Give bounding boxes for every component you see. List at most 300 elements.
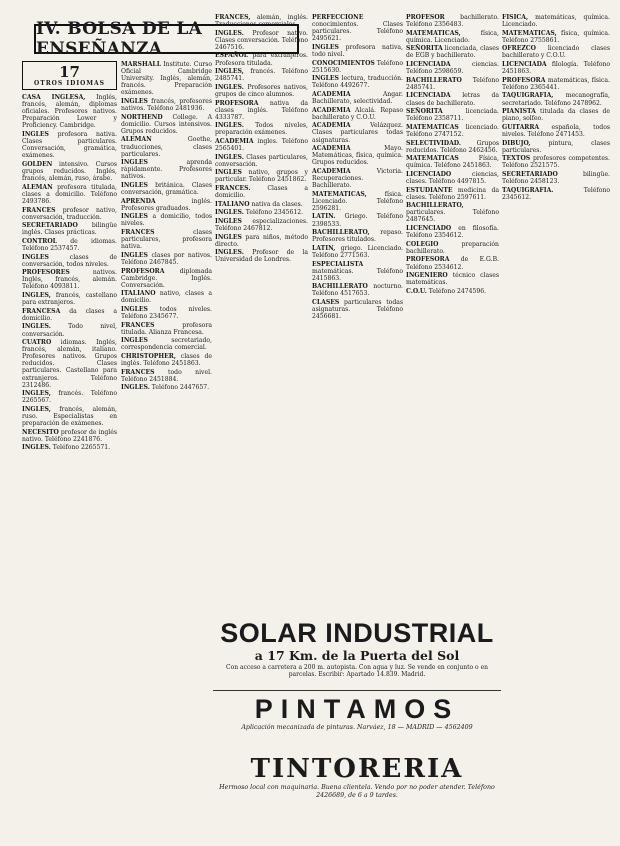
ad-text: a domicilio, todos niveles. <box>121 213 212 228</box>
classified-list <box>312 14 403 320</box>
ad-text: particulares todas asignaturas. Teléfono 2456681. <box>312 298 403 321</box>
classified-ad <box>312 75 403 89</box>
ad-text: intensivo. Cursos grupos reducidos. Inglés, francés, alemán, ruso, árabe. <box>22 160 117 183</box>
classified-ad <box>502 77 610 91</box>
ad-text: ingles. Teléfono 2565401. <box>215 138 308 153</box>
ad-text: idiomas. Inglés, francés, alemán, italiano. Profesores nativos. Grupos reducidos. Clases particulares. Castellano para extranjeros. Teléfono 2312486. <box>22 339 117 389</box>
ad-keyword: COLEGIO <box>406 240 439 248</box>
ad-text: de idiomas. Teléfono 2537457. <box>22 237 117 252</box>
classified-ad <box>121 337 212 351</box>
ad-text: francés, profesores nativos. Teléfono 2481936. <box>121 97 212 113</box>
ad-text: clases por nativos. Teléfono 2467845. <box>121 251 212 266</box>
ad-keyword: GUITARRA <box>502 123 540 131</box>
classified-ad <box>312 145 403 166</box>
classified-ad <box>502 108 610 122</box>
column-6 <box>502 14 610 202</box>
ad-text: física, química. Licenciado. <box>406 29 499 44</box>
ad-keyword: PROFESORA <box>121 267 165 275</box>
ad-text: matemáticas, física. Teléfono 2365441. <box>502 76 610 91</box>
ad-text: repaso. Profesores titulados. <box>312 229 403 244</box>
classified-ad <box>215 138 308 152</box>
ad-text: profesores competentes. Teléfono 2521575. <box>502 155 610 170</box>
classified-ad <box>502 155 610 169</box>
ad-keyword: APRENDA <box>121 197 156 205</box>
ad-keyword: ALEMAN <box>22 183 53 191</box>
ad-keyword: INGLES <box>215 169 242 177</box>
ad-keyword: FRANCES, <box>215 14 251 21</box>
classified-ad <box>22 184 117 205</box>
ad-text: española, todos niveles. Teléfono 2471453. <box>502 123 610 138</box>
ad-keyword: PROFESORA <box>215 99 259 107</box>
ad-text: medicina da clases. Teléfono 2597611. <box>406 186 499 201</box>
ad-text: todos niveles. Teléfono 2345677. <box>121 306 212 321</box>
ad-keyword: CONOCIMIENTOS <box>312 59 375 67</box>
ad-text: inglés. Profesores graduados. <box>121 197 212 212</box>
ad-keyword: INGLES. <box>215 249 244 257</box>
classified-ad <box>22 406 117 427</box>
ad-text: Teléfono 2447657. <box>149 384 210 392</box>
classified-ad <box>406 108 499 122</box>
ad-text: Alcalá. Repaso bachillerato y C.O.U. <box>312 106 403 121</box>
ad-keyword: ALEMAN <box>121 136 152 144</box>
ad-keyword: INGLES, <box>215 68 244 76</box>
ad-text: Todos niveles, preparación exámenes. <box>215 122 308 137</box>
ad-text: física, química. Teléfono 2755861. <box>502 29 610 44</box>
ad-keyword: ESTUDIANTE <box>406 186 453 194</box>
ad-text: británica. Clases conversación, gramática. <box>121 182 212 197</box>
ad-keyword: INGLES. <box>215 83 244 91</box>
classified-ad <box>121 290 212 304</box>
classified-ad <box>121 213 212 227</box>
classified-ad <box>312 191 403 212</box>
classified-ad <box>502 124 610 138</box>
ad-text: Clases a domicilio. <box>215 185 308 200</box>
ad-text: Profesores nativos, grupos de cinco alumnos. <box>215 83 308 98</box>
ad-keyword: MATEMATICAS <box>406 123 459 131</box>
section-number: 17 <box>59 63 80 81</box>
classified-ad <box>121 159 212 180</box>
classified-list <box>215 14 308 264</box>
ad-text: ciencias, clases. Teléfono 4497815. <box>406 170 499 185</box>
classified-ad <box>22 339 117 389</box>
classified-ad <box>22 390 117 404</box>
ad-keyword: LICENCIADA <box>502 61 547 69</box>
ad-keyword: INGLES <box>312 75 339 83</box>
ad-keyword: C.O.U. <box>406 287 427 295</box>
ad-text: nativo, clases a domicilio. <box>121 290 212 305</box>
ad-keyword: INGLES. <box>22 444 51 452</box>
section-label: OTROS IDIOMAS <box>34 80 105 87</box>
classified-ad <box>502 14 610 28</box>
ad-text: matemáticas. Teléfono 2415863. <box>312 267 403 282</box>
ad-tintoreria <box>213 754 501 824</box>
classified-ad <box>406 202 499 223</box>
ad-keyword: SECRETARIADO <box>22 222 78 230</box>
ad-keyword: PROFESOR <box>406 14 445 21</box>
classified-ad <box>121 182 212 196</box>
classified-ad <box>215 201 308 208</box>
classified-ad <box>406 171 499 185</box>
classified-ad <box>121 322 212 336</box>
ad-body: Aplicación mecanizada de pinturas. Narváez, 18 — MADRID — 4562409 <box>241 724 473 731</box>
ad-text: para extranjeros. Profesora titulada. <box>215 52 308 67</box>
ad-keyword: FRANCES <box>121 368 155 376</box>
ad-headline: PINTAMOS <box>254 694 460 724</box>
classified-ad <box>215 169 308 183</box>
classified-ad <box>215 185 308 199</box>
ad-text: Victoria. Recuperaciones. Bachillerato. <box>312 167 403 190</box>
ad-text: preparación bachillerato. <box>406 240 499 255</box>
ad-keyword: FRANCESA <box>22 307 61 315</box>
ad-text: para niños, método directo. <box>215 233 308 248</box>
ad-text: en filosofía. Teléfono 2354612. <box>406 225 499 240</box>
ad-text: Goethe, traducciones, clases particulares. <box>121 136 212 158</box>
ad-text: técnico clases matemáticas. <box>406 272 499 287</box>
ad-keyword: INGLES <box>22 253 49 261</box>
classified-ad <box>215 234 308 248</box>
classified-ad <box>406 14 499 28</box>
ad-text: Teléfono 2474596. <box>426 287 487 295</box>
ad-keyword: FISICA, <box>502 14 529 21</box>
ad-text: Física, química. Teléfono 2451863. <box>406 155 499 170</box>
classified-ad <box>406 187 499 201</box>
ad-keyword: NORTHEND <box>121 113 163 121</box>
ad-keyword: CHRISTOPHER, <box>121 353 176 361</box>
ad-text: profesor de inglés nativo. Teléfono 2241876. <box>22 428 117 443</box>
classified-ad <box>406 77 499 91</box>
ad-keyword: ACADEMIA <box>215 138 254 145</box>
ad-keyword: ITALIANO <box>121 290 156 298</box>
ad-text: filología. Teléfono 2451863. <box>502 61 610 76</box>
classified-ad <box>22 207 117 221</box>
ad-keyword: TAQUIGRAFIA, <box>502 92 554 100</box>
ad-keyword: LICENCIADO <box>406 225 452 233</box>
classified-ad <box>121 114 212 135</box>
ad-text: alemán, inglés. Traducciones comerciales. <box>215 14 308 29</box>
ad-keyword: TEXTOS <box>502 155 531 163</box>
ad-keyword: BACHILLERATO <box>406 76 462 84</box>
ad-text: licenciada, clases de EGB y bachillerato. <box>406 45 499 60</box>
classified-ad <box>312 213 403 227</box>
classified-ad <box>312 299 403 320</box>
ad-keyword: CASA INGLESA, <box>22 94 86 102</box>
ad-keyword: INGLES. <box>22 323 51 331</box>
ad-keyword: CLASES <box>312 298 340 306</box>
classified-ad <box>121 198 212 212</box>
classified-ad <box>121 369 212 383</box>
classified-ad <box>22 429 117 443</box>
ad-keyword: SEÑORITA <box>406 108 443 116</box>
ad-text: matemáticas, química. Licenciado. <box>502 14 610 29</box>
ad-keyword: FRANCES <box>121 321 155 329</box>
ad-headline: TINTORERIA <box>250 754 464 784</box>
ad-text: Grupos reducidos. Teléfono 2462456. <box>406 139 499 154</box>
ad-text: particulares. Teléfono 2487645. <box>406 209 499 224</box>
classified-ad <box>22 269 117 290</box>
ad-keyword: FRANCES <box>22 206 56 214</box>
ad-text: Mayo. Matemáticas, física, química. Grupos reducidos. <box>312 145 403 167</box>
ad-keyword: INGLES, <box>22 405 51 413</box>
classified-ad <box>22 222 117 236</box>
classified-ad <box>406 61 499 75</box>
ad-text: Teléfono 2515630. <box>312 59 404 74</box>
ad-keyword: INGLES. <box>121 384 150 392</box>
ad-keyword: BACHILLERATO, <box>312 229 370 237</box>
ad-keyword: INGLES <box>121 213 148 221</box>
ad-keyword: INGLES <box>121 182 148 189</box>
classified-ad <box>502 140 610 154</box>
classified-ad <box>215 68 308 82</box>
ad-keyword: MATEMATICAS, <box>406 29 461 37</box>
classified-ad <box>121 353 212 367</box>
classified-ad <box>22 292 117 306</box>
ad-body: Hermoso local con maquinaria. Buena clientela. Vendo por no poder atender. Teléfono 2426689, de 6 a 9 tardes. <box>219 784 495 799</box>
classified-ad <box>22 444 117 451</box>
classified-ad <box>406 256 499 270</box>
ad-text: Griego. Teléfono 2398533. <box>312 213 403 228</box>
ad-text: titulada da clases de piano, solfeo. <box>502 108 610 123</box>
classified-ad <box>215 100 308 121</box>
ad-text: bachillerato. Teléfono 2356483. <box>406 14 499 29</box>
ad-text: francés, alemán, ruso. Especialistas en preparación de exámenes. <box>22 405 117 428</box>
ad-text: Teléfono 2345612. <box>502 186 610 201</box>
classified-ad <box>215 122 308 136</box>
ad-text: francés. Teléfono 2265567. <box>22 390 117 405</box>
classified-ad <box>406 241 499 255</box>
ad-text: clases de inglés. Teléfono 2451863. <box>121 353 212 368</box>
classified-ad <box>502 45 610 59</box>
classified-ad <box>312 122 403 143</box>
ad-keyword: ACADEMIA <box>312 122 351 130</box>
classified-ad <box>312 91 403 105</box>
classified-ad <box>121 61 212 96</box>
ad-text: clases de conversación, todos niveles. <box>22 253 117 268</box>
ad-keyword: MATEMATICAS <box>406 155 459 163</box>
ad-keyword: ACADEMIA <box>312 90 351 98</box>
classified-ad <box>312 229 403 243</box>
classified-ad <box>22 323 117 337</box>
classified-ad <box>215 249 308 263</box>
ad-text: Todo nivel, conversación. <box>22 323 117 338</box>
classified-ad <box>121 306 212 320</box>
classified-ad <box>121 229 212 250</box>
column-5 <box>406 14 499 296</box>
ad-text: de E.G.B. Teléfono 2534612. <box>406 256 499 271</box>
ad-keyword: CONTROL <box>22 237 57 245</box>
classified-ad <box>215 209 308 216</box>
ad-keyword: SECRETARIADO <box>502 170 558 178</box>
classified-ad <box>22 238 117 252</box>
ad-keyword: LICENCIADO <box>406 170 452 178</box>
ad-text: pintura, clases particulares. <box>502 139 610 154</box>
ad-keyword: PROFESORA <box>406 256 450 264</box>
classified-ad <box>22 94 117 129</box>
classified-ad <box>121 268 212 289</box>
ad-text: licenciado clases bachillerato y C.O.U. <box>502 45 610 60</box>
ad-keyword: DIBUJO, <box>502 139 531 147</box>
classified-ad <box>312 245 403 259</box>
ad-text: griego. Licenciado. Teléfono 2771563. <box>312 244 403 259</box>
ad-text: Teléfono 2265571. <box>50 444 111 452</box>
ad-text: Angar. Bachillerato, selectividad. <box>312 90 403 106</box>
ad-keyword: FRANCES. <box>215 185 251 193</box>
ad-keyword: PROFESORES <box>22 269 70 277</box>
classified-ad <box>121 384 212 391</box>
ad-text: profesora titulada, clases a domicilio. Teléfono 2493786. <box>22 183 117 205</box>
classified-ad <box>121 252 212 266</box>
ad-text: profesora titulada. Alianza Francesa. <box>121 321 212 336</box>
ad-keyword: INGLES <box>215 233 242 241</box>
ad-text: nativa da clases. <box>249 200 303 208</box>
ad-keyword: INGLES <box>121 306 148 313</box>
classified-ad <box>22 161 117 182</box>
newspaper-page <box>22 14 612 842</box>
classified-ad <box>215 218 308 232</box>
classified-ad <box>502 171 610 185</box>
section-17-header <box>22 61 117 90</box>
ad-keyword: INGLES <box>121 97 148 105</box>
ad-text: Clases particulares, conversación. <box>215 153 308 168</box>
ad-text: Teléfono 2345612. <box>243 209 304 217</box>
ad-keyword: LATIN. <box>312 213 336 221</box>
ad-text: bilingüe inglés. Clases prácticas. <box>22 222 117 237</box>
column-3 <box>215 14 308 265</box>
ad-text: todo nivel. Teléfono 2451884. <box>121 368 212 383</box>
ad-text: secretariado, correspondencia comercial. <box>121 337 212 352</box>
column-1 <box>22 61 117 453</box>
section-title: IV. BOLSA DE LA ENSEÑANZA <box>34 24 299 54</box>
ad-text: francés, castellano para extranjeros. <box>22 292 117 307</box>
ad-keyword: PIANISTA <box>502 108 536 116</box>
ad-keyword: LATIN, <box>312 244 336 252</box>
ad-keyword: CUATRO <box>22 339 52 347</box>
classified-ad <box>312 261 403 282</box>
classified-ad <box>215 84 308 98</box>
ad-keyword: GOLDEN <box>22 160 53 168</box>
ad-keyword: LICENCIADA <box>406 61 451 69</box>
classified-list <box>121 61 212 392</box>
ad-keyword: ESPECIALISTA <box>312 260 364 268</box>
classified-ad <box>121 136 212 157</box>
ad-text: física. Licenciado. Teléfono 2596281. <box>312 190 403 212</box>
ad-keyword: SELECTIVIDAD. <box>406 139 461 147</box>
ad-text: ciencias. Teléfono 2598659. <box>406 61 499 76</box>
classified-ad <box>312 283 403 297</box>
ad-text: da clases a domicilio. <box>22 307 117 322</box>
ad-text: diplomada Cambridge. Inglés. Conversación. <box>121 267 212 289</box>
classified-ad <box>121 98 212 112</box>
ad-text: conocimientos. Clases particulares. Teléfono 2495621. <box>312 21 403 43</box>
classified-ad <box>502 187 610 201</box>
ad-keyword: INGLES <box>121 337 148 345</box>
ad-text: licenciado. Teléfono 2747152. <box>406 123 499 138</box>
ad-keyword: SEÑORITA <box>406 45 443 53</box>
classified-ad <box>406 140 499 154</box>
classified-list <box>502 14 610 201</box>
ad-text: Inglés, francés, alemán, diplomas oficiales. Profesores nativos. Preparación Lower y Proficiency. Cambridge. <box>22 94 117 130</box>
ad-text: Profesor nativo. Clases conversación. Teléfono 2467516. <box>215 29 308 51</box>
ad-text: profesora nativa. Clases particulares. Conversación, gramática, exámenes. <box>22 131 117 160</box>
ad-text: letras da clases de bachillerato. <box>406 92 499 107</box>
classified-ad <box>215 14 308 28</box>
ad-text: lectura, traducción. Teléfono 4492677. <box>312 75 403 90</box>
column-4 <box>312 14 403 322</box>
classified-list <box>406 14 499 295</box>
ad-text: mecanografía, secretariado. Teléfono 2478962. <box>502 92 610 107</box>
classified-ad <box>502 30 610 44</box>
ad-text: profesora nativa, todo nivel. <box>312 43 403 58</box>
classified-ad <box>215 30 308 51</box>
ad-keyword: ACADEMIA <box>312 145 351 153</box>
ad-keyword: INGLES <box>215 217 242 225</box>
ad-keyword: INGLES, <box>22 390 51 398</box>
ad-keyword: INGLES. <box>215 29 244 37</box>
ad-text: Velázquez. Clases particulares todas asignaturas. <box>312 122 403 144</box>
ad-text: aprenda rápidamente. Profesores nativos. <box>121 159 212 181</box>
ad-text: nativos. Inglés, francés, alemán. Teléfono 4093811. <box>22 269 117 291</box>
ad-text: Institute. Curso Oficial Cambridge University. Inglés, alemán, francés. Preparación exámenes. <box>121 61 212 97</box>
ad-keyword: ACADEMIA <box>312 167 351 175</box>
ad-keyword: INGLES <box>22 131 49 139</box>
ad-keyword: MATEMATICAS, <box>502 29 557 37</box>
ad-keyword: INGENIERO <box>406 272 448 280</box>
classified-ad <box>312 44 403 58</box>
ad-keyword: PERFECCIONE <box>312 14 364 21</box>
classified-ad <box>22 308 117 322</box>
classified-ad <box>22 254 117 268</box>
ad-keyword: INGLES <box>121 159 148 167</box>
ad-pintamos <box>213 694 501 752</box>
ad-keyword: ACADEMIA <box>312 106 351 114</box>
classified-ad <box>406 155 499 169</box>
ad-headline: SOLAR INDUSTRIAL <box>220 618 494 648</box>
ad-text: profesor nativo, conversación, traducción. <box>22 206 117 221</box>
ad-keyword: INGLES <box>121 251 148 259</box>
ad-keyword: INGLES <box>312 43 339 51</box>
classified-ad <box>312 60 403 74</box>
ad-solar-industrial <box>213 618 501 691</box>
ad-text: nocturno. Teléfono 4517653. <box>312 283 403 298</box>
ad-keyword: BACHILLERATO, <box>406 202 464 210</box>
ad-keyword: LICENCIADA <box>406 92 451 100</box>
classified-ad <box>406 30 499 44</box>
classified-list <box>22 94 117 451</box>
classified-ad <box>406 92 499 106</box>
classified-ad <box>406 272 499 286</box>
ad-text: clases particulares, profesora nativa. <box>121 229 212 251</box>
ad-keyword: ITALIANO <box>215 200 250 208</box>
ad-keyword: ESPAÑOL <box>215 52 249 60</box>
column-2 <box>121 61 212 393</box>
classified-ad <box>215 154 308 168</box>
classified-ad <box>502 61 610 75</box>
classified-ad <box>22 131 117 159</box>
classified-ad <box>312 107 403 121</box>
ad-keyword: BACHILLERATO <box>312 283 368 291</box>
ad-text: bilingüe. Teléfono 2458123. <box>502 170 610 185</box>
classified-ad <box>215 52 308 66</box>
ad-keyword: NECESITO <box>22 428 59 436</box>
ad-text: especializaciones. Teléfono 2467812. <box>215 217 308 233</box>
ad-text: College. A domicilio. Cursos intensivos. Grupos reducidos. <box>121 113 212 135</box>
ad-keyword: FRANCES <box>121 229 155 237</box>
classified-ad <box>502 92 610 106</box>
ad-text: nativa da clases inglés. Teléfono 4333787. <box>215 99 308 121</box>
ad-keyword: PROFESORA <box>502 76 546 84</box>
ad-text: Profesor de la Universidad de Londres. <box>215 249 308 264</box>
ad-keyword: MARSHALL <box>121 61 161 68</box>
ad-keyword: TAQUIGRAFIA. <box>502 186 554 194</box>
